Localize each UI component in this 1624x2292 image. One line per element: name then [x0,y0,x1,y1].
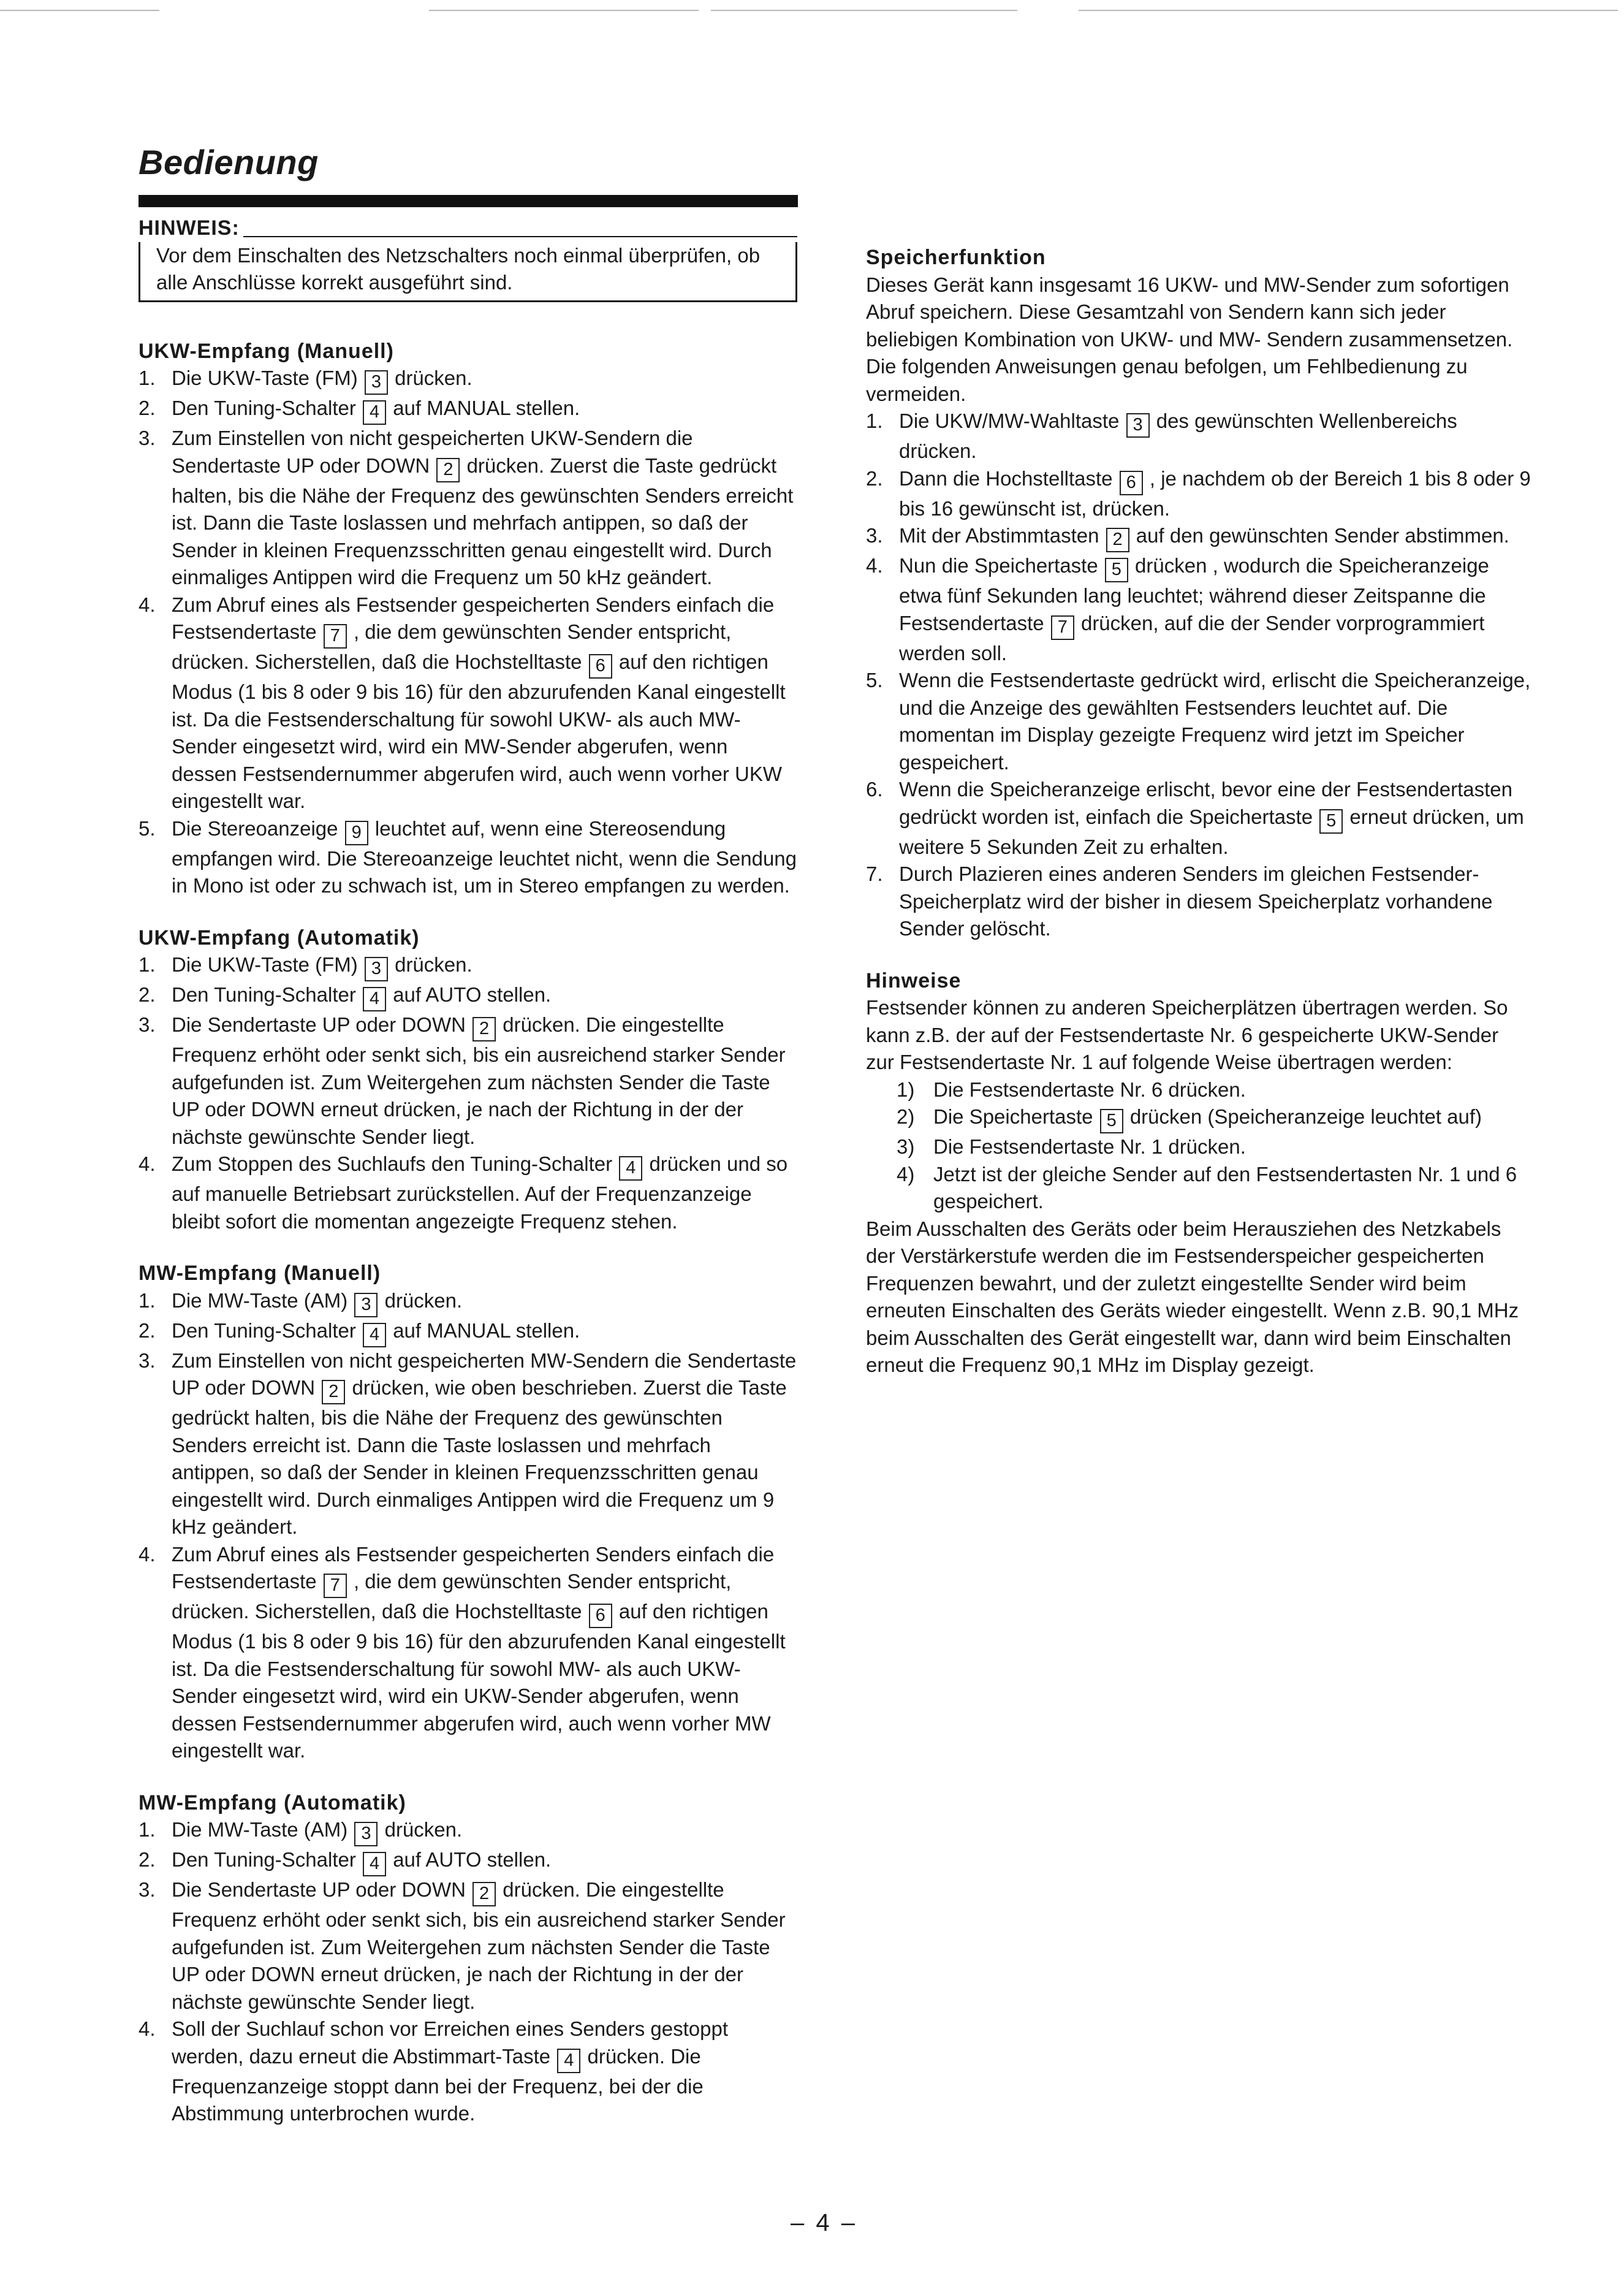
item-number: 2. [138,1848,156,1871]
key-ref-badge: 4 [619,1156,642,1181]
item-text: Die UKW/MW-Wahltaste [899,409,1120,432]
item-text: Die Speichertaste [933,1105,1093,1128]
item-text: Zum Stoppen des Suchlaufs den Tuning-Schalter [172,1152,613,1175]
item-number: 2. [138,397,156,419]
step-list [866,1076,1531,1216]
item-number: 7. [866,862,883,885]
page-title: Bedienung [138,143,319,181]
section-heading: MW-Empfang (Automatik) [138,1791,406,1814]
section-intro: Dieses Gerät kann insgesamt 16 UKW- und MW-Sender zum sofortigen Abruf speichern. Diese Gesamtzahl von Sendern kann sich jeder beliebigen Kombination von UKW- und MW- Sendern zusammensetzen. Die folgenden Anweisungen genau befolgen, um Fehlbedienung zu vermeiden. [866,273,1513,405]
item-text: Die Sendertaste UP oder DOWN [172,1013,466,1036]
list-item [138,1876,797,2016]
item-number: 4. [138,1152,156,1175]
item-text: Soll der Suchlauf schon vor Erreichen eines Senders gestoppt werden, dazu erneut die Abstimmart-Taste [172,2017,729,2068]
key-ref-badge: 3 [1126,413,1150,438]
key-ref-badge: 5 [1100,1109,1123,1133]
item-number: 3. [138,1878,156,1901]
item-text: Die Sendertaste UP oder DOWN [172,1878,466,1901]
step-list [138,365,797,900]
page-number: – 4 – [791,2209,857,2236]
key-ref-badge: 4 [363,987,386,1011]
step-list [138,1287,797,1765]
note-box [138,242,797,302]
left-column [138,215,797,2128]
list-item [138,365,797,395]
section-outro: Beim Ausschalten des Geräts oder beim Herausziehen des Netzkabels der Verstärkerstufe werden die im Festsenderspeicher gespeicherten Frequenzen bewahrt, und der zuletzt eingestellte Sender wird beim erneuten Einschalten des Geräts wieder eingestellt. Wenn z.B. 90,1 MHz beim Ausschalten des Gerät eingestellt war, dann wird beim Einschalten erneut die Frequenz 90,1 MHz im Display gezeigt. [866,1217,1519,1376]
item-text: drücken. Die Frequenzanzeige stoppt dann bei der Frequenz, bei der die Abstimmung unterbrochen wurde. [172,2044,704,2125]
item-number: 4. [138,1542,156,1566]
item-text: auf den richtigen Modus (1 bis 8 oder 9 bis 16) für den abzurufenden Kanal eingestellt ist. Da die Festsenderschaltung für sowohl UKW- als auch MW-Sender eingesetzt wird, wird ein MW-Sender abgerufen, wenn dessen Festsendernummer abgerufen wird, auch wenn vorher UKW eingestellt war. [172,650,786,812]
item-text: Zum Einstellen von nicht gespeicherten MW-Sendern die Sendertaste UP oder DOWN [172,1349,797,1399]
list-item [138,1347,797,1541]
item-text: auf den richtigen Modus (1 bis 8 oder 9 bis 16) für den abzurufenden Kanal eingestellt ist. Da die Festsenderschaltung für sowohl MW- als auch UKW-Sender eingesetzt wird, wird ein UKW-Sender abgerufen, wenn dessen Festsendernummer abgerufen wird, auch wenn vorher MW eingestellt war. [172,1600,786,1762]
section-heading: Speicherfunktion [866,246,1046,269]
list-item [138,1151,797,1235]
item-text: leuchtet auf, wenn eine Stereosendung empfangen wird. Die Stereoanzeige leuchtet nicht, wenn die Sendung in Mono ist oder zu schwach ist, um in Stereo empfangen zu werden. [172,817,797,897]
item-number: 5. [138,817,156,840]
item-text: Durch Plazieren eines anderen Senders im gleichen Festsender-Speicherplatz wird der bisher in diesem Speicherplatz vorhandene Sender gelöscht. [899,862,1493,940]
key-ref-badge: 7 [324,624,347,649]
item-number: 2. [138,983,156,1006]
note-label: HINWEIS: [138,216,240,240]
list-item [138,1011,797,1151]
list-item [866,522,1531,552]
item-number: 6. [866,778,883,801]
item-number: 3. [138,427,156,449]
item-text: drücken. Die eingestellte Frequenz erhöht oder senkt sich, bis ein ausreichend starker Sender aufgefunden ist. Zum Weitergehen zum nächsten Sender die Taste UP oder DOWN erneut drücken, je nach der Richtung in der der nächste gewünschte Sender liegt. [172,1013,786,1148]
step-list [866,408,1531,943]
item-text: erneut drücken, um weitere 5 Sekunden Zeit zu erhalten. [899,805,1524,858]
item-text: des gewünschten Wellenbereichs drücken. [899,409,1457,462]
title-rule [138,195,798,207]
step-list [138,1816,797,2128]
item-text: , die dem gewünschten Sender entspricht, drücken. Sicherstellen, daß die Hochstelltaste [172,620,732,673]
scan-line [429,10,699,11]
item-text: auf den gewünschten Sender abstimmen. [1136,524,1509,547]
item-text: Zum Abruf eines als Festsender gespeicherten Senders einfach die Festsendertaste [172,1542,775,1593]
section-intro: Festsender können zu anderen Speicherplätzen übertragen werden. So kann z.B. der auf der Festsendertaste Nr. 6 gespeicherte UKW-Sender zur Festsendertaste Nr. 1 auf folgende Weise übertragen werden: [866,996,1508,1073]
item-text: Die UKW-Taste (FM) [172,367,358,389]
item-text: Zum Abruf eines als Festsender gespeicherten Senders einfach die Festsendertaste [172,593,775,643]
list-item [138,395,797,425]
list-item [866,1161,1531,1216]
key-ref-badge: 2 [1106,528,1129,552]
item-number: 2. [866,466,883,490]
key-ref-badge: 2 [436,458,460,482]
item-text: drücken. [395,367,472,389]
item-text: Den Tuning-Schalter [172,983,356,1006]
list-item [138,2016,797,2128]
list-item [138,1317,797,1347]
item-number: 2) [897,1105,915,1128]
item-number: 4) [897,1162,915,1186]
item-text: drücken. Die eingestellte Frequenz erhöht oder senkt sich, bis ein ausreichend starker Sender aufgefunden ist. Zum Weitergehen zum nächsten Sender die Taste UP oder DOWN erneut drücken, je nach der Richtung in der der nächste gewünschte Sender liegt. [172,1878,786,2013]
key-ref-badge: 4 [363,400,386,425]
list-item [138,815,797,900]
list-item [866,552,1531,667]
item-text: Den Tuning-Schalter [172,1848,356,1871]
key-ref-badge: 2 [472,1017,496,1041]
list-item [138,1816,797,1846]
item-text: drücken, wie oben beschrieben. Zuerst die Taste gedrückt halten, bis die Nähe der Frequenz des gewünschten Senders erreicht ist. Dann die Taste loslassen und mehrfach antippen, so daß der Sender in kleinen Frequenzsschritten genau eingestellt wird. Durch einmaliges Antippen wird die Frequenz um 9 kHz geändert. [172,1376,787,1538]
key-ref-badge: 6 [589,654,612,679]
list-item [866,776,1531,861]
section-heading: MW-Empfang (Manuell) [138,1262,381,1285]
item-text: Zum Einstellen von nicht gespeicherten UKW-Sendern die Sendertaste UP oder DOWN [172,427,693,477]
item-text: drücken und so auf manuelle Betriebsart zurückstellen. Auf der Frequenzanzeige bleibt sofort die momentan angezeigte Frequenz stehen. [172,1152,788,1233]
note-label-line [243,236,797,237]
item-text: , je nachdem ob der Bereich 1 bis 8 oder 9 bis 16 gewünscht ist, drücken. [899,466,1531,520]
item-number: 3) [897,1135,915,1158]
item-text: Den Tuning-Schalter [172,1319,356,1342]
item-text: drücken (Speicheranzeige leuchtet auf) [1129,1105,1482,1128]
key-ref-badge: 5 [1319,809,1343,834]
list-item [138,1287,797,1317]
item-number: 5. [866,669,883,691]
section-heading: Hinweise [866,969,962,992]
item-text: drücken , wodurch die Speicheranzeige etwa fünf Sekunden lang leuchtet; während dieser Zeitspanne die Festsendertaste [899,554,1489,634]
item-text: Die MW-Taste (AM) [172,1818,348,1841]
item-number: 1. [866,409,883,432]
key-ref-badge: 4 [363,1323,386,1347]
key-ref-badge: 4 [363,1852,386,1876]
scan-line [711,10,1017,11]
list-item [866,667,1531,776]
item-text: Wenn die Speicheranzeige erlischt, bevor eine der Festsendertasten gedrückt worden ist, einfach die Speichertaste [899,778,1512,828]
item-text: drücken. [384,1818,463,1841]
item-text: Jetzt ist der gleiche Sender auf den Festsendertasten Nr. 1 und 6 gespeichert. [933,1162,1517,1213]
right-column [866,244,1531,1379]
item-text: , die dem gewünschten Sender entspricht, drücken. Sicherstellen, daß die Hochstelltaste [172,1570,732,1623]
item-text: drücken. [384,1289,463,1312]
note-label-row [138,215,797,242]
item-number: 1. [138,367,156,389]
key-ref-badge: 5 [1105,558,1128,582]
list-item [866,408,1531,465]
item-number: 1) [897,1078,915,1101]
item-text: auf AUTO stellen. [393,983,552,1006]
list-item [866,1133,1531,1161]
item-number: 3. [138,1349,156,1372]
item-text: drücken. [395,953,472,976]
item-number: 4. [138,593,156,616]
item-text: auf MANUAL stellen. [393,397,580,419]
list-item [138,592,797,815]
item-text: auf AUTO stellen. [393,1848,552,1871]
item-text: Die UKW-Taste (FM) [172,953,358,976]
key-ref-badge: 3 [365,370,388,395]
item-number: 4. [138,2017,156,2040]
item-number: 2. [138,1319,156,1342]
note-text: Vor dem Einschalten des Netzschalters noch einmal überprüfen, ob alle Anschlüsse korrekt ausgeführt sind. [156,243,761,294]
item-text: Die Festsendertaste Nr. 6 drücken. [933,1078,1246,1101]
key-ref-badge: 4 [557,2049,580,2073]
item-text: drücken, auf die der Sender vorprogrammiert werden soll. [899,611,1485,664]
list-item [866,1103,1531,1133]
key-ref-badge: 6 [1120,471,1143,495]
key-ref-badge: 3 [354,1822,378,1846]
item-number: 3. [866,524,883,547]
list-item [866,1076,1531,1104]
key-ref-badge: 7 [1051,615,1074,640]
key-ref-badge: 3 [354,1293,378,1317]
key-ref-badge: 9 [345,821,368,845]
item-text: drücken. Zuerst die Taste gedrückt halten, bis die Nähe der Frequenz des gewünschten Senders erreicht ist. Dann die Taste loslassen und mehrfach antippen, so daß der Sender in kleinen Frequenzsschritten genau eingestellt wird. Durch einmaliges Antippen wird die Frequenz um 50 kHz geändert. [172,454,794,588]
item-text: Den Tuning-Schalter [172,397,356,419]
item-text: Die MW-Taste (AM) [172,1289,348,1312]
item-text: Mit der Abstimmtasten [899,524,1099,547]
item-text: Dann die Hochstelltaste [899,466,1113,490]
list-item [138,951,797,981]
item-text: Die Stereoanzeige [172,817,338,840]
item-text: auf MANUAL stellen. [393,1319,580,1342]
list-item [138,1846,797,1876]
list-item [138,425,797,592]
key-ref-badge: 6 [589,1604,612,1628]
step-list [138,951,797,1235]
list-item [138,981,797,1011]
key-ref-badge: 3 [365,957,388,981]
key-ref-badge: 2 [472,1882,496,1906]
list-item [138,1541,797,1765]
section-heading: UKW-Empfang (Automatik) [138,926,420,950]
list-item [866,465,1531,523]
item-number: 1. [138,1818,156,1841]
item-number: 1. [138,1289,156,1312]
item-text: Wenn die Festsendertaste gedrückt wird, erlischt die Speicheranzeige, und die Anzeige des gewählten Festsenders leuchtet auf. Die momentan im Display gezeigte Frequenz wird jetzt im Speicher gespeichert. [899,669,1531,774]
item-number: 4. [866,554,883,577]
list-item [866,861,1531,943]
section-heading: UKW-Empfang (Manuell) [138,339,394,363]
key-ref-badge: 7 [324,1574,347,1598]
scan-line [1079,10,1618,11]
item-number: 3. [138,1013,156,1036]
item-text: Die Festsendertaste Nr. 1 drücken. [933,1135,1246,1158]
key-ref-badge: 2 [322,1380,345,1404]
item-text: Nun die Speichertaste [899,554,1098,577]
item-number: 1. [138,953,156,976]
scan-line [0,10,159,11]
